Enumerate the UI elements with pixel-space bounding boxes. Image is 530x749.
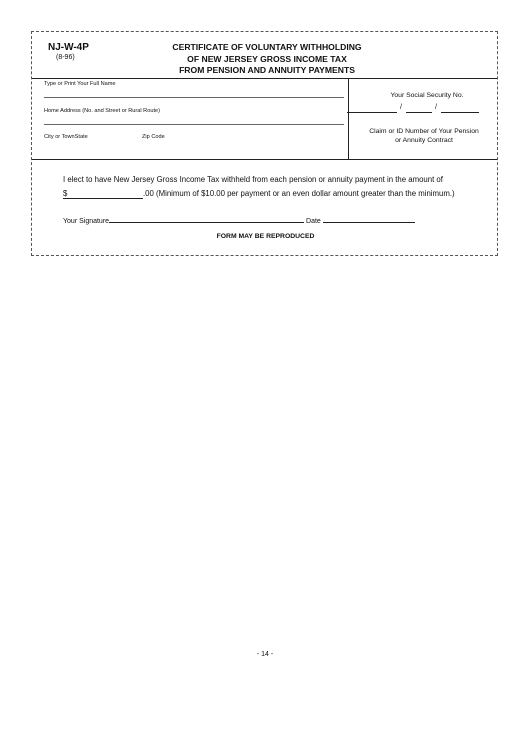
title-line-1: CERTIFICATE OF VOLUNTARY WITHHOLDING [172,42,362,52]
ssn-separator-1: / [400,104,402,111]
date-field[interactable] [323,215,415,223]
page-number: - 14 - [256,651,274,658]
withholding-certificate-form [31,31,498,256]
home-address-label: Home Address (No. and Street or Rural Route) [44,108,160,114]
home-address-field[interactable] [44,124,344,125]
title-line-3: FROM PENSION AND ANNUITY PAYMENTS [179,65,355,75]
form-title [132,42,402,77]
signature-row [63,215,415,225]
header-divider [32,78,497,79]
signature-label: Your Signature [63,218,110,225]
full-name-label: Type or Print Your Full Name [44,81,116,87]
election-statement: I elect to have New Jersey Gross Income Tax withheld from each pension or annuity payment in the amount of [63,175,443,184]
claim-id-label-line-2: or Annuity Contract [395,137,453,144]
claim-id-label-line-1: Claim or ID Number of Your Pension [369,128,479,135]
date-label: Date [306,218,321,225]
amount-cents: .00 [143,189,154,198]
signature-field[interactable] [109,215,304,223]
ssn-part-2[interactable] [406,112,432,113]
form-revision: (8-96) [56,54,75,61]
ssn-separator-2: / [435,104,437,111]
ssn-part-3[interactable] [441,112,479,113]
column-divider [348,78,349,159]
currency-symbol: $ [63,189,68,198]
ssn-part-1[interactable] [347,112,397,113]
fields-bottom-divider [32,159,497,160]
amount-field[interactable] [63,189,143,199]
claim-id-label [354,127,494,145]
full-name-field[interactable] [44,97,344,98]
minimum-note: (Minimum of $10.00 per payment or an even dollar amount greater than the minimum.) [156,189,455,198]
amount-row [63,189,455,199]
form-id: NJ-W-4P [48,42,89,53]
ssn-label: Your Social Security No. [390,92,464,99]
city-label: City or TownState [44,134,88,140]
zip-label: Zip Code [142,134,165,140]
reproduce-note: FORM MAY BE REPRODUCED [216,233,315,240]
title-line-2: OF NEW JERSEY GROSS INCOME TAX [187,53,347,64]
